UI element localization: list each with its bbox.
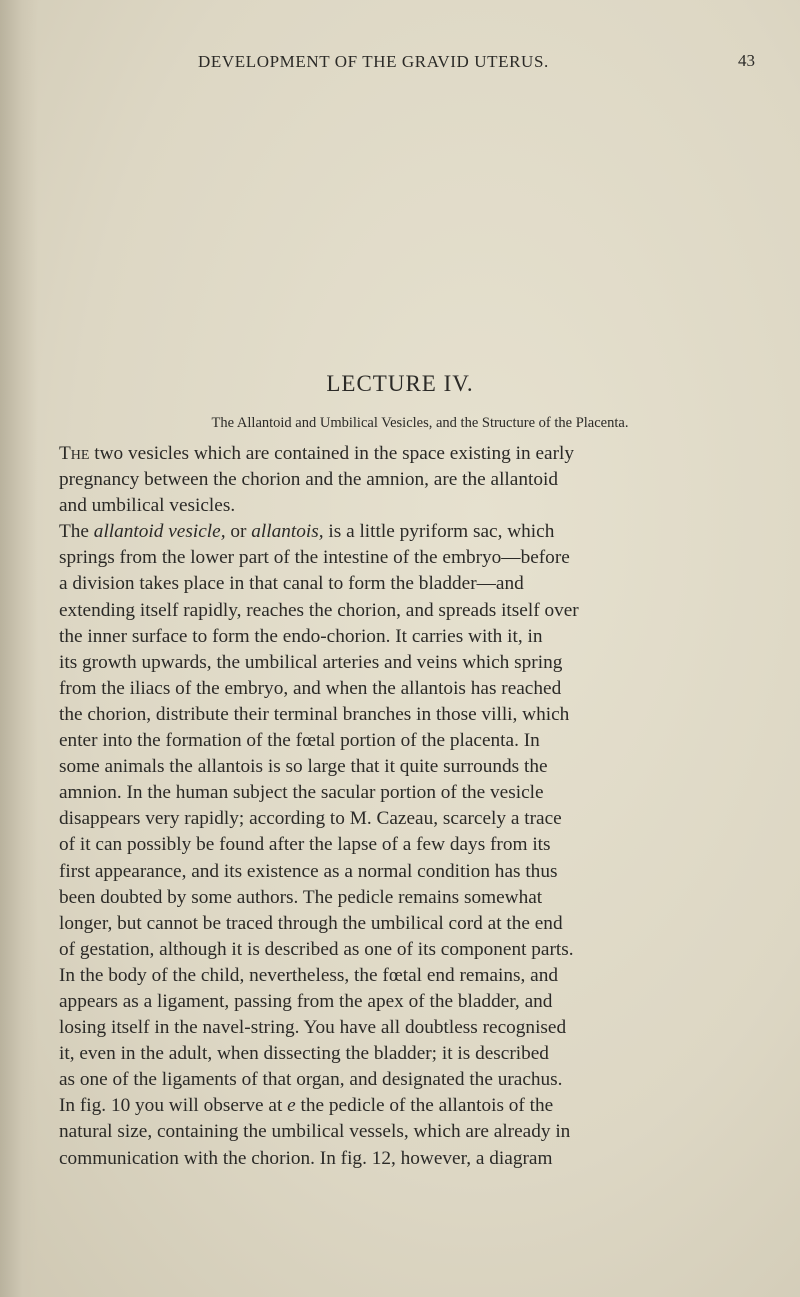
- body-text: [59, 441, 799, 1172]
- text-line: of it can possibly be found after the lapse of a few days from its: [59, 834, 551, 856]
- paragraph-text: is a little pyriform sac, which: [323, 521, 555, 543]
- paragraph-text: two vesicles which are contained in the space existing in early: [89, 443, 574, 464]
- text-line: disappears very rapidly; according to M. Cazeau, scarcely a trace: [59, 808, 562, 830]
- text-line: from the iliacs of the embryo, and when the allantois has reached: [59, 677, 562, 699]
- text-line: been doubted by some authors. The pedicle remains somewhat: [59, 886, 543, 908]
- italic-term: allantoid vesicle,: [93, 521, 226, 543]
- page-number: 43: [738, 51, 755, 70]
- paragraph-text: The: [59, 521, 94, 543]
- text-line: springs from the lower part of the intestine of the embryo—before: [59, 547, 570, 569]
- italic-term: allantois,: [251, 521, 324, 543]
- text-line: [59, 1093, 799, 1119]
- text-line: a division takes place in that canal to form the bladder—and: [59, 573, 524, 595]
- text-line: amnion. In the human subject the sacular portion of the vesicle: [59, 782, 544, 804]
- italic-letter: e: [287, 1095, 296, 1117]
- text-line: its growth upwards, the umbilical arteries and veins which spring: [59, 651, 563, 673]
- text-line: natural size, containing the umbilical vessels, which are already in: [59, 1121, 571, 1143]
- running-head: DEVELOPMENT OF THE GRAVID UTERUS.: [198, 52, 549, 71]
- text-line: communication with the chorion. In fig. 12, however, a diagram: [59, 1147, 553, 1169]
- paragraph-text: or: [225, 521, 252, 543]
- text-line: the chorion, distribute their terminal branches in those villi, which: [59, 703, 570, 725]
- paragraph-lead-word: The: [59, 443, 90, 464]
- text-line: enter into the formation of the fœtal portion of the placenta. In: [59, 730, 540, 752]
- paragraph-2-line-1: [59, 519, 799, 545]
- paragraph-1-line-2: pregnancy between the chorion and the amnion, are the allantoid: [59, 469, 558, 491]
- text-line: of gestation, although it is described as one of its component parts.: [59, 938, 574, 960]
- text-line: extending itself rapidly, reaches the chorion, and spreads itself over: [59, 599, 579, 621]
- text-line: longer, but cannot be traced through the umbilical cord at the end: [59, 912, 563, 934]
- text-line: the inner surface to form the endo-chorion. It carries with it, in: [59, 625, 543, 647]
- text-line: In the body of the child, nevertheless, the fœtal end remains, and: [59, 964, 559, 986]
- text-line: appears as a ligament, passing from the apex of the bladder, and: [59, 990, 553, 1012]
- paragraph-text: the pedicle of the allantois of the: [295, 1095, 554, 1117]
- text-line: as one of the ligaments of that organ, and designated the urachus.: [59, 1069, 563, 1091]
- lecture-heading: LECTURE IV.: [326, 371, 474, 396]
- paragraph-1-line-3: and umbilical vesicles.: [59, 495, 236, 517]
- text-line: some animals the allantois is so large that it quite surrounds the: [59, 756, 548, 778]
- page-gutter-shadow: [0, 0, 38, 1297]
- paragraph-text: In fig. 10 you will observe at: [59, 1095, 288, 1117]
- text-line: losing itself in the navel-string. You have all doubtless recognised: [59, 1017, 567, 1039]
- paragraph-1-line-1: [59, 441, 799, 467]
- text-line: first appearance, and its existence as a normal condition has thus: [59, 860, 558, 882]
- text-line: it, even in the adult, when dissecting the bladder; it is described: [59, 1043, 549, 1065]
- lecture-subtitle: The Allantoid and Umbilical Vesicles, and the Structure of the Placenta.: [211, 415, 629, 431]
